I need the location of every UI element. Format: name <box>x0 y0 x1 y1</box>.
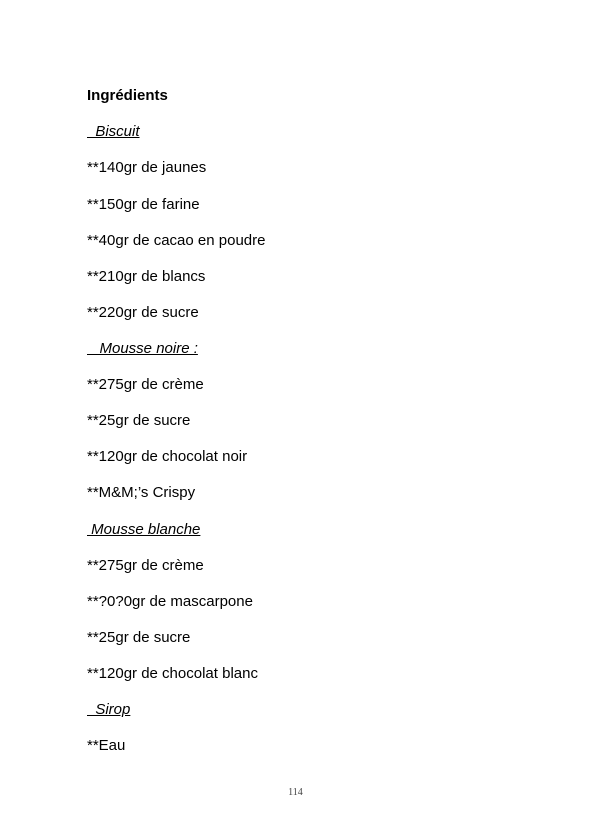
section-heading-biscuit: Biscuit <box>87 123 140 140</box>
ingredient-line: **M&M;’s Crispy <box>87 484 196 501</box>
ingredient-line: **25gr de sucre <box>87 412 191 429</box>
ingredient-line: **120gr de chocolat blanc <box>87 665 258 682</box>
section-heading-mousse-blanche: Mousse blanche <box>87 521 201 538</box>
ingredient-line: **140gr de jaunes <box>87 159 207 176</box>
ingredient-line: **150gr de farine <box>87 196 200 213</box>
ingredient-line: **275gr de crème <box>87 557 204 574</box>
ingredient-line: **275gr de crème <box>87 376 204 393</box>
ingredient-line: **220gr de sucre <box>87 304 199 321</box>
page-title: Ingrédients <box>87 87 168 104</box>
section-heading-sirop: Sirop <box>87 701 131 718</box>
ingredient-line: **Eau <box>87 737 126 754</box>
ingredient-line: **210gr de blancs <box>87 268 206 285</box>
section-heading-mousse-noire: Mousse noire : <box>87 340 198 357</box>
ingredient-line: **120gr de chocolat noir <box>87 448 248 465</box>
ingredient-line: **?0?0gr de mascarpone <box>87 593 253 610</box>
ingredient-line: **25gr de sucre <box>87 629 191 646</box>
ingredient-line: **40gr de cacao en poudre <box>87 232 266 249</box>
page-number: 114 <box>288 787 303 798</box>
